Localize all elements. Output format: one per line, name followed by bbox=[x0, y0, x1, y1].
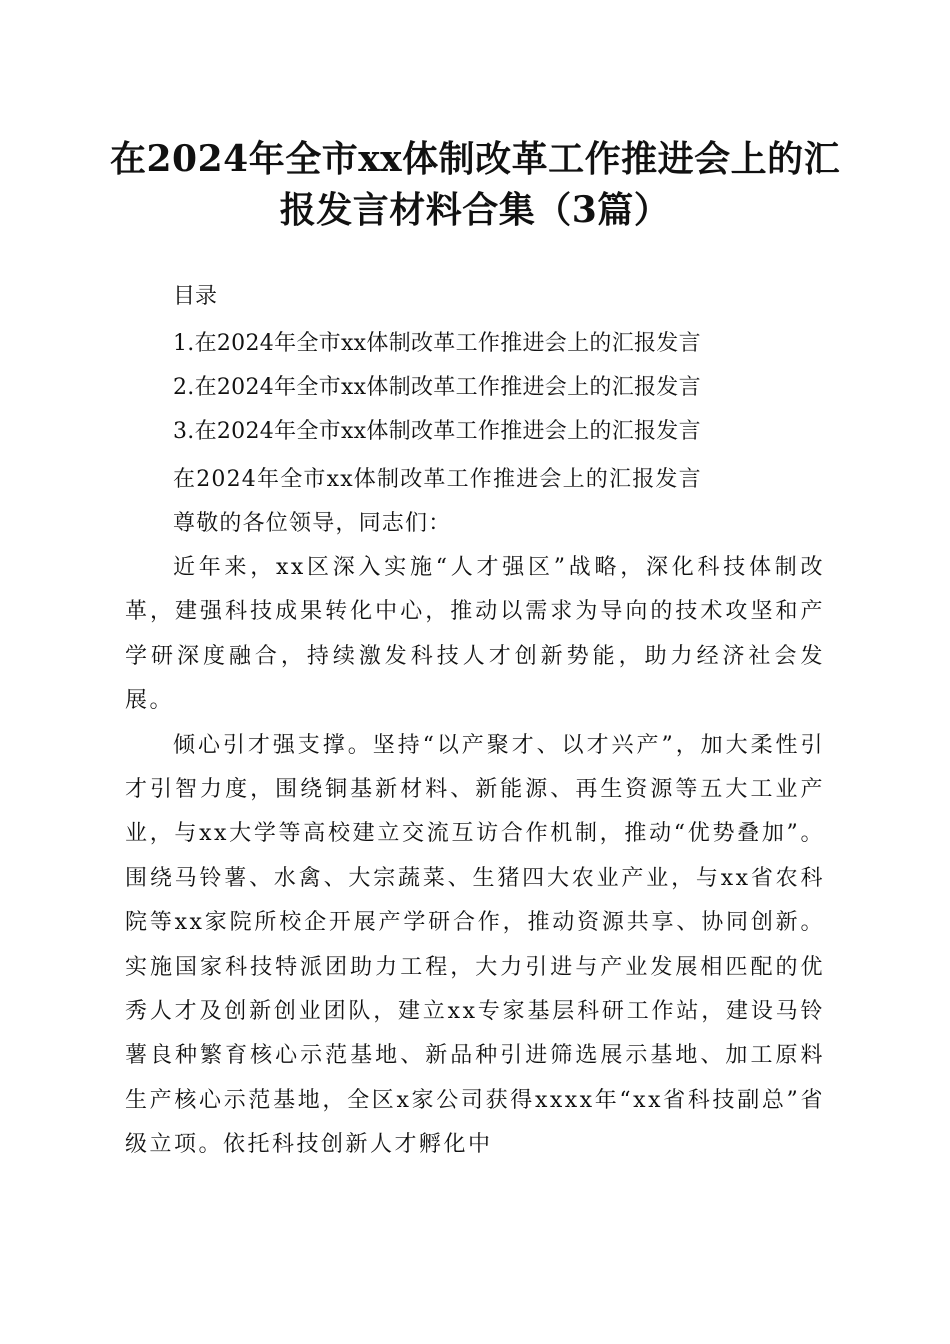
body-paragraph: 倾心引才强支撑。坚持“以产聚才、以才兴产”，加大柔性引才引智力度，围绕铜基新材料、新能源、再生资源等五大工业产业，与xx大学等高校建立交流互访合作机制，推动“优势叠加”。围绕马铃薯、水禽、大宗蔬菜、生猪四大农业产业，与xx省农科院等xx家院所校企开展产学研合作，推动资源共享、协同创新。实施国家科技特派团助力工程，大力引进与产业发展相匹配的优秀人才及创新创业团队，建立xx专家基层科研工作站，建设马铃薯良种繁育核心示范基地、新品种引进筛选展示基地、加工原料生产核心示范基地，全区x家公司获得xxxx年“xx省科技副总”省级立项。依托科技创新人才孵化中 bbox=[125, 732, 825, 1158]
title-line-1: 在2024年全市xx体制改革工作推进会上的汇 bbox=[110, 138, 841, 180]
speech-title: 在2024年全市xx体制改革工作推进会上的汇报发言 bbox=[173, 467, 702, 492]
document-body bbox=[125, 458, 825, 1168]
table-of-contents bbox=[173, 322, 701, 454]
toc-item: 1.在2024年全市xx体制改革工作推进会上的汇报发言 bbox=[173, 331, 701, 356]
toc-item: 3.在2024年全市xx体制改革工作推进会上的汇报发言 bbox=[173, 419, 701, 444]
toc-item: 2.在2024年全市xx体制改革工作推进会上的汇报发言 bbox=[173, 375, 701, 400]
salutation: 尊敬的各位领导，同志们： bbox=[173, 511, 452, 536]
toc-heading: 目录 bbox=[173, 284, 218, 309]
title-line-2: 报发言材料合集（3篇） bbox=[279, 189, 671, 231]
body-paragraph: 近年来，xx区深入实施“人才强区”战略，深化科技体制改革，建强科技成果转化中心，推动以需求为导向的技术攻坚和产学研深度融合，持续激发科技人才创新势能，助力经济社会发展。 bbox=[125, 555, 825, 714]
document-title bbox=[110, 134, 840, 236]
